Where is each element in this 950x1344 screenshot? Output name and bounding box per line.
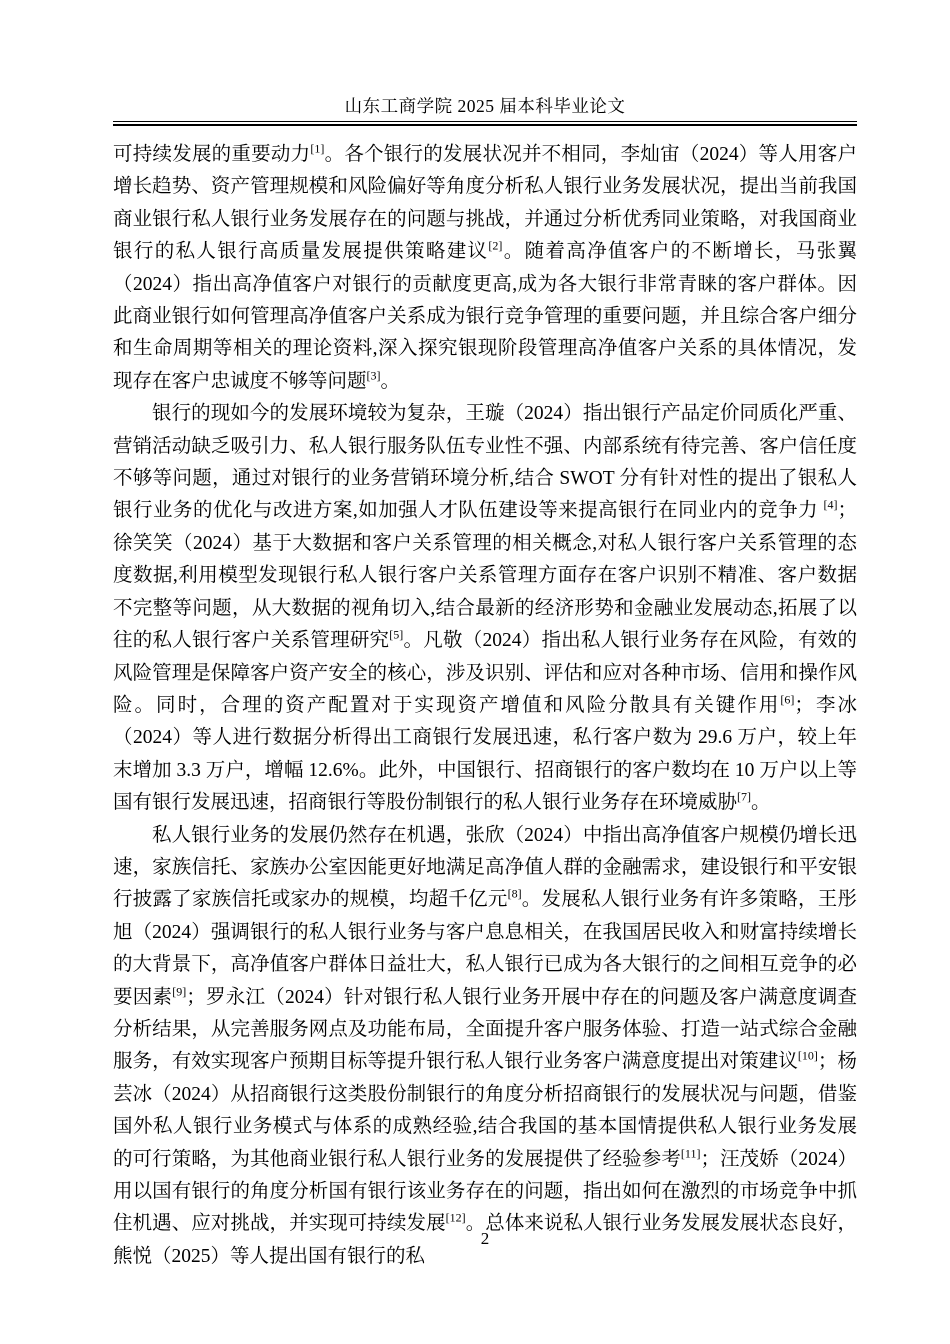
header-rule	[113, 121, 857, 126]
paragraph-text: 。凡敬（2024）指出私人银行业务存在风险，有效的风险管理是保障客户资产安全的核心，涉及识别、评估和应对各种市场、信用和操作风险。同时，合理的资产配置对于实现资产增值和风险分散具有关键作用	[113, 630, 857, 716]
citation-reference: [2]	[488, 238, 503, 253]
header-rule-thick-line	[113, 124, 857, 126]
paragraph-text: ；杨芸冰（2024）从招商银行这类股份制银行的角度分析招商银行的发展状况与问题，借鉴国外私人银行业务模式与体系的成熟经验,结合我国的基本国情提供私人银行业务发展的可行策略，为其他商业银行私人银行业务的发展提供了经验参考	[113, 1051, 857, 1170]
header-rule-thin-line	[113, 121, 857, 122]
paragraph-text: 。随着高净值客户的不断增长，马张翼（2024）指出高净值客户对银行的贡献度更高,成为各大银行非常青睐的客户群体。因此商业银行如何管理高净值客户关系成为银行竞争管理的重要问题，并且综合客户细分和生命周期等相关的理论资料,深入探究银现阶段管理高净值客户关系的具体情况，发现存在客户忠诚度不够等问题	[113, 241, 857, 392]
page-header-title: 山东工商学院 2025 届本科毕业论文	[344, 96, 626, 116]
citation-reference: [1]	[310, 141, 325, 156]
paragraph-text: 。各个银行的发展状况并不相同，李灿宙（2024）等人用客户增长趋势、资产管理规模和风险偏好等角度分析私人银行业务发展状况，提出当前我国商业银行私人银行业务发展存在的问题与挑战，并通过分析优秀同业策略，对我国商业银行的私人银行高质量发展提供策略建议	[113, 144, 857, 263]
citation-reference: [8]	[507, 886, 522, 901]
document-body	[113, 139, 857, 1273]
citation-reference: [10]	[797, 1048, 818, 1063]
paragraph-text: 银行的现如今的发展环境较为复杂，王璇（2024）指出银行产品定价同质化严重、营销活动缺乏吸引力、私人银行服务队伍专业性不强、内部系统有待完善、客户信任度不够等问题，通过对银行的业务营销环境分析,结合 SWOT 分有针对性的提出了银私人银行业务的优化与改进方案,如加强人才队伍建设等来提高银行在同业内的竞争力	[113, 403, 857, 522]
paragraph	[113, 820, 857, 1274]
citation-reference: [12]	[445, 1210, 466, 1225]
paragraph-text: ；汪茂娇（2024）用以国有银行的角度分析国有银行该业务存在的问题，指出如何在激烈的市场竞争中抓住机遇、应对挑战，并实现可持续发展	[113, 1148, 857, 1235]
citation-reference: [9]	[172, 984, 187, 999]
paragraph-text: ；李冰（2024）等人进行数据分析得出工商银行发展迅速，私行客户数为 29.6 万户，较上年末增加 3.3 万户，增幅 12.6%。此外，中国银行、招商银行的客户数均在 10 万户以上等国有银行发展迅速，招商银行等股份制银行的私人银行业务存在环境威胁	[113, 694, 857, 814]
paragraph-text: 。	[380, 370, 401, 392]
paragraph-text: 。发展私人银行业务有许多策略，王彤旭（2024）强调银行的私人银行业务与客户息息相关，在我国居民收入和财富持续增长的大背景下，高净值客户群体日益壮大，私人银行已成为各大银行的之间相互竞争的必要因素	[113, 889, 857, 1008]
paragraph-text: 私人银行业务的发展仍然存在机遇，张欣（2024）中指出高净值客户规模仍增长迅速，家族信托、家族办公室因能更好地满足高净值人群的金融需求，建设银行和平安银行披露了家族信托或家办的规模，均超千亿元	[113, 824, 857, 911]
citation-reference: [5]	[389, 627, 404, 642]
citation-reference: [7]	[737, 789, 752, 804]
paragraph-text: 。	[751, 792, 771, 814]
citation-reference: [11]	[680, 1146, 701, 1161]
page-number: 2	[480, 1229, 490, 1248]
paragraph-text: 可持续发展的重要动力	[113, 144, 311, 165]
paragraph-text: ；徐笑笑（2024）基于大数据和客户关系管理的相关概念,对私人银行客户关系管理的态度数据,利用模型发现银行私人银行客户关系管理方面存在客户识别不精准、客户数据不完整等问题，从大数据的视角切入,结合最新的经济形势和金融业发展动态,拓展了以往的私人银行客户关系管理研究	[113, 500, 857, 652]
citation-reference: [4]	[823, 497, 838, 512]
paragraph	[113, 398, 857, 819]
paragraph-text: ；罗永江（2024）针对银行私人银行业务开展中存在的问题及客户满意度调查分析结果，从完善服务网点及功能布局，全面提升客户服务体验、打造一站式综合金融服务，有效实现客户预期目标等提升银行私人银行业务客户满意度提出对策建议	[113, 986, 857, 1073]
citation-reference: [3]	[366, 368, 381, 383]
citation-reference: [6]	[780, 692, 795, 707]
paragraph	[113, 139, 857, 398]
paragraph-text: 。总体来说私人银行业务发展发展状态良好，熊悦（2025）等人提出国有银行的私	[113, 1213, 857, 1267]
